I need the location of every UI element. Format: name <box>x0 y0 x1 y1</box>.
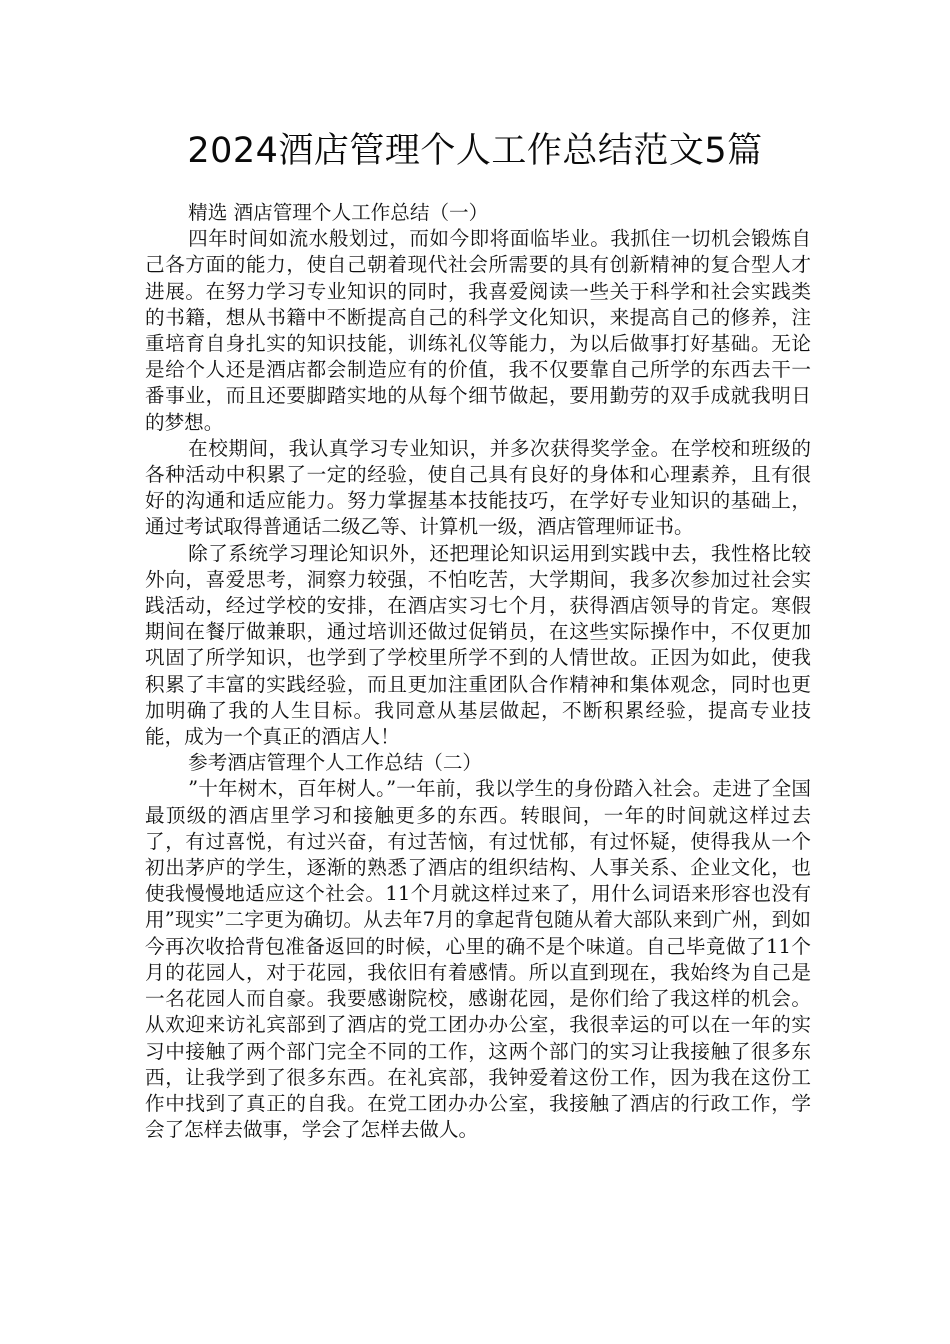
document-body <box>145 200 811 1143</box>
document-title: 2024酒店管理个人工作总结范文5篇 <box>187 131 763 171</box>
paragraph: 除了系统学习理论知识外，还把理论知识运用到实践中去，我性格比较外向，喜爱思考，洞察力较强，不怕吃苦，大学期间，我多次参加过社会实践活动，经过学校的安排，在酒店实习七个月，获得酒店领导的肯定。寒假期间在餐厅做兼职，通过培训还做过促销员，在这些实际操作中，不仅更加巩固了所学知识，也学到了学校里所学不到的人情世故。正因为如此，使我积累了丰富的实践经验，而且更加注重团队合作精神和集体观念，同时也更加明确了我的人生目标。我同意从基层做起，不断积累经验，提高专业技能，成为一个真正的酒店人！ <box>145 541 811 749</box>
paragraph: 四年时间如流水般划过，而如今即将面临毕业。我抓住一切机会锻炼自己各方面的能力，使自己朝着现代社会所需要的具有创新精神的复合型人才进展。在努力学习专业知识的同时，我喜爱阅读一些关于科学和社会实践类的书籍，想从书籍中不断提高自己的科学文化知识，来提高自己的修养，注重培育自身扎实的知识技能，训练礼仪等能力，为以后做事打好基础。无论是给个人还是酒店都会制造应有的价值，我不仅要靠自己所学的东西去干一番事业，而且还要脚踏实地的从每个细节做起，要用勤劳的双手成就我明日的梦想。 <box>145 227 811 434</box>
paragraph: ”十年树木，百年树人。”一年前，我以学生的身份踏入社会。走进了全国最顶级的酒店里学习和接触更多的东西。转眼间，一年的时间就这样过去了，有过喜悦，有过兴奋，有过苦恼，有过忧郁，有过怀疑，使得我从一个初出茅庐的学生，逐渐的熟悉了酒店的组织结构、人事关系、企业文化，也使我慢慢地适应这个社会。11个月就这样过来了，用什么词语来形容也没有用”现实”二字更为确切。从去年7月的拿起背包随从着大部队来到广州，到如今再次收拾背包准备返回的时候，心里的确不是个味道。自己毕竟做了11个月的花园人，对于花园，我依旧有着感情。所以直到现在，我始终为自己是一名花园人而自豪。我要感谢院校，感谢花园，是你们给了我这样的机会。从欢迎来访礼宾部到了酒店的党工团办办公室，我很幸运的可以在一年的实习中接触了两个部门完全不同的工作，这两个部门的实习让我接触了很多东西，让我学到了很多东西。在礼宾部，我钟爱着这份工作，因为我在这份工作中找到了真正的自我。在党工团办办公室，我接触了酒店的行政工作，学会了怎样去做事，学会了怎样去做人。 <box>145 777 811 1142</box>
paragraph: 在校期间，我认真学习专业知识，并多次获得奖学金。在学校和班级的各种活动中积累了一定的经验，使自己具有良好的身体和心理素养，且有很好的沟通和适应能力。努力掌握基本技能技巧，在学好专业知识的基础上，通过考试取得普通话二级乙等、计算机一级，酒店管理师证书。 <box>145 436 811 539</box>
section-heading: 参考酒店管理个人工作总结（二） <box>188 751 483 775</box>
section-heading: 精选 酒店管理个人工作总结（一） <box>188 201 489 224</box>
